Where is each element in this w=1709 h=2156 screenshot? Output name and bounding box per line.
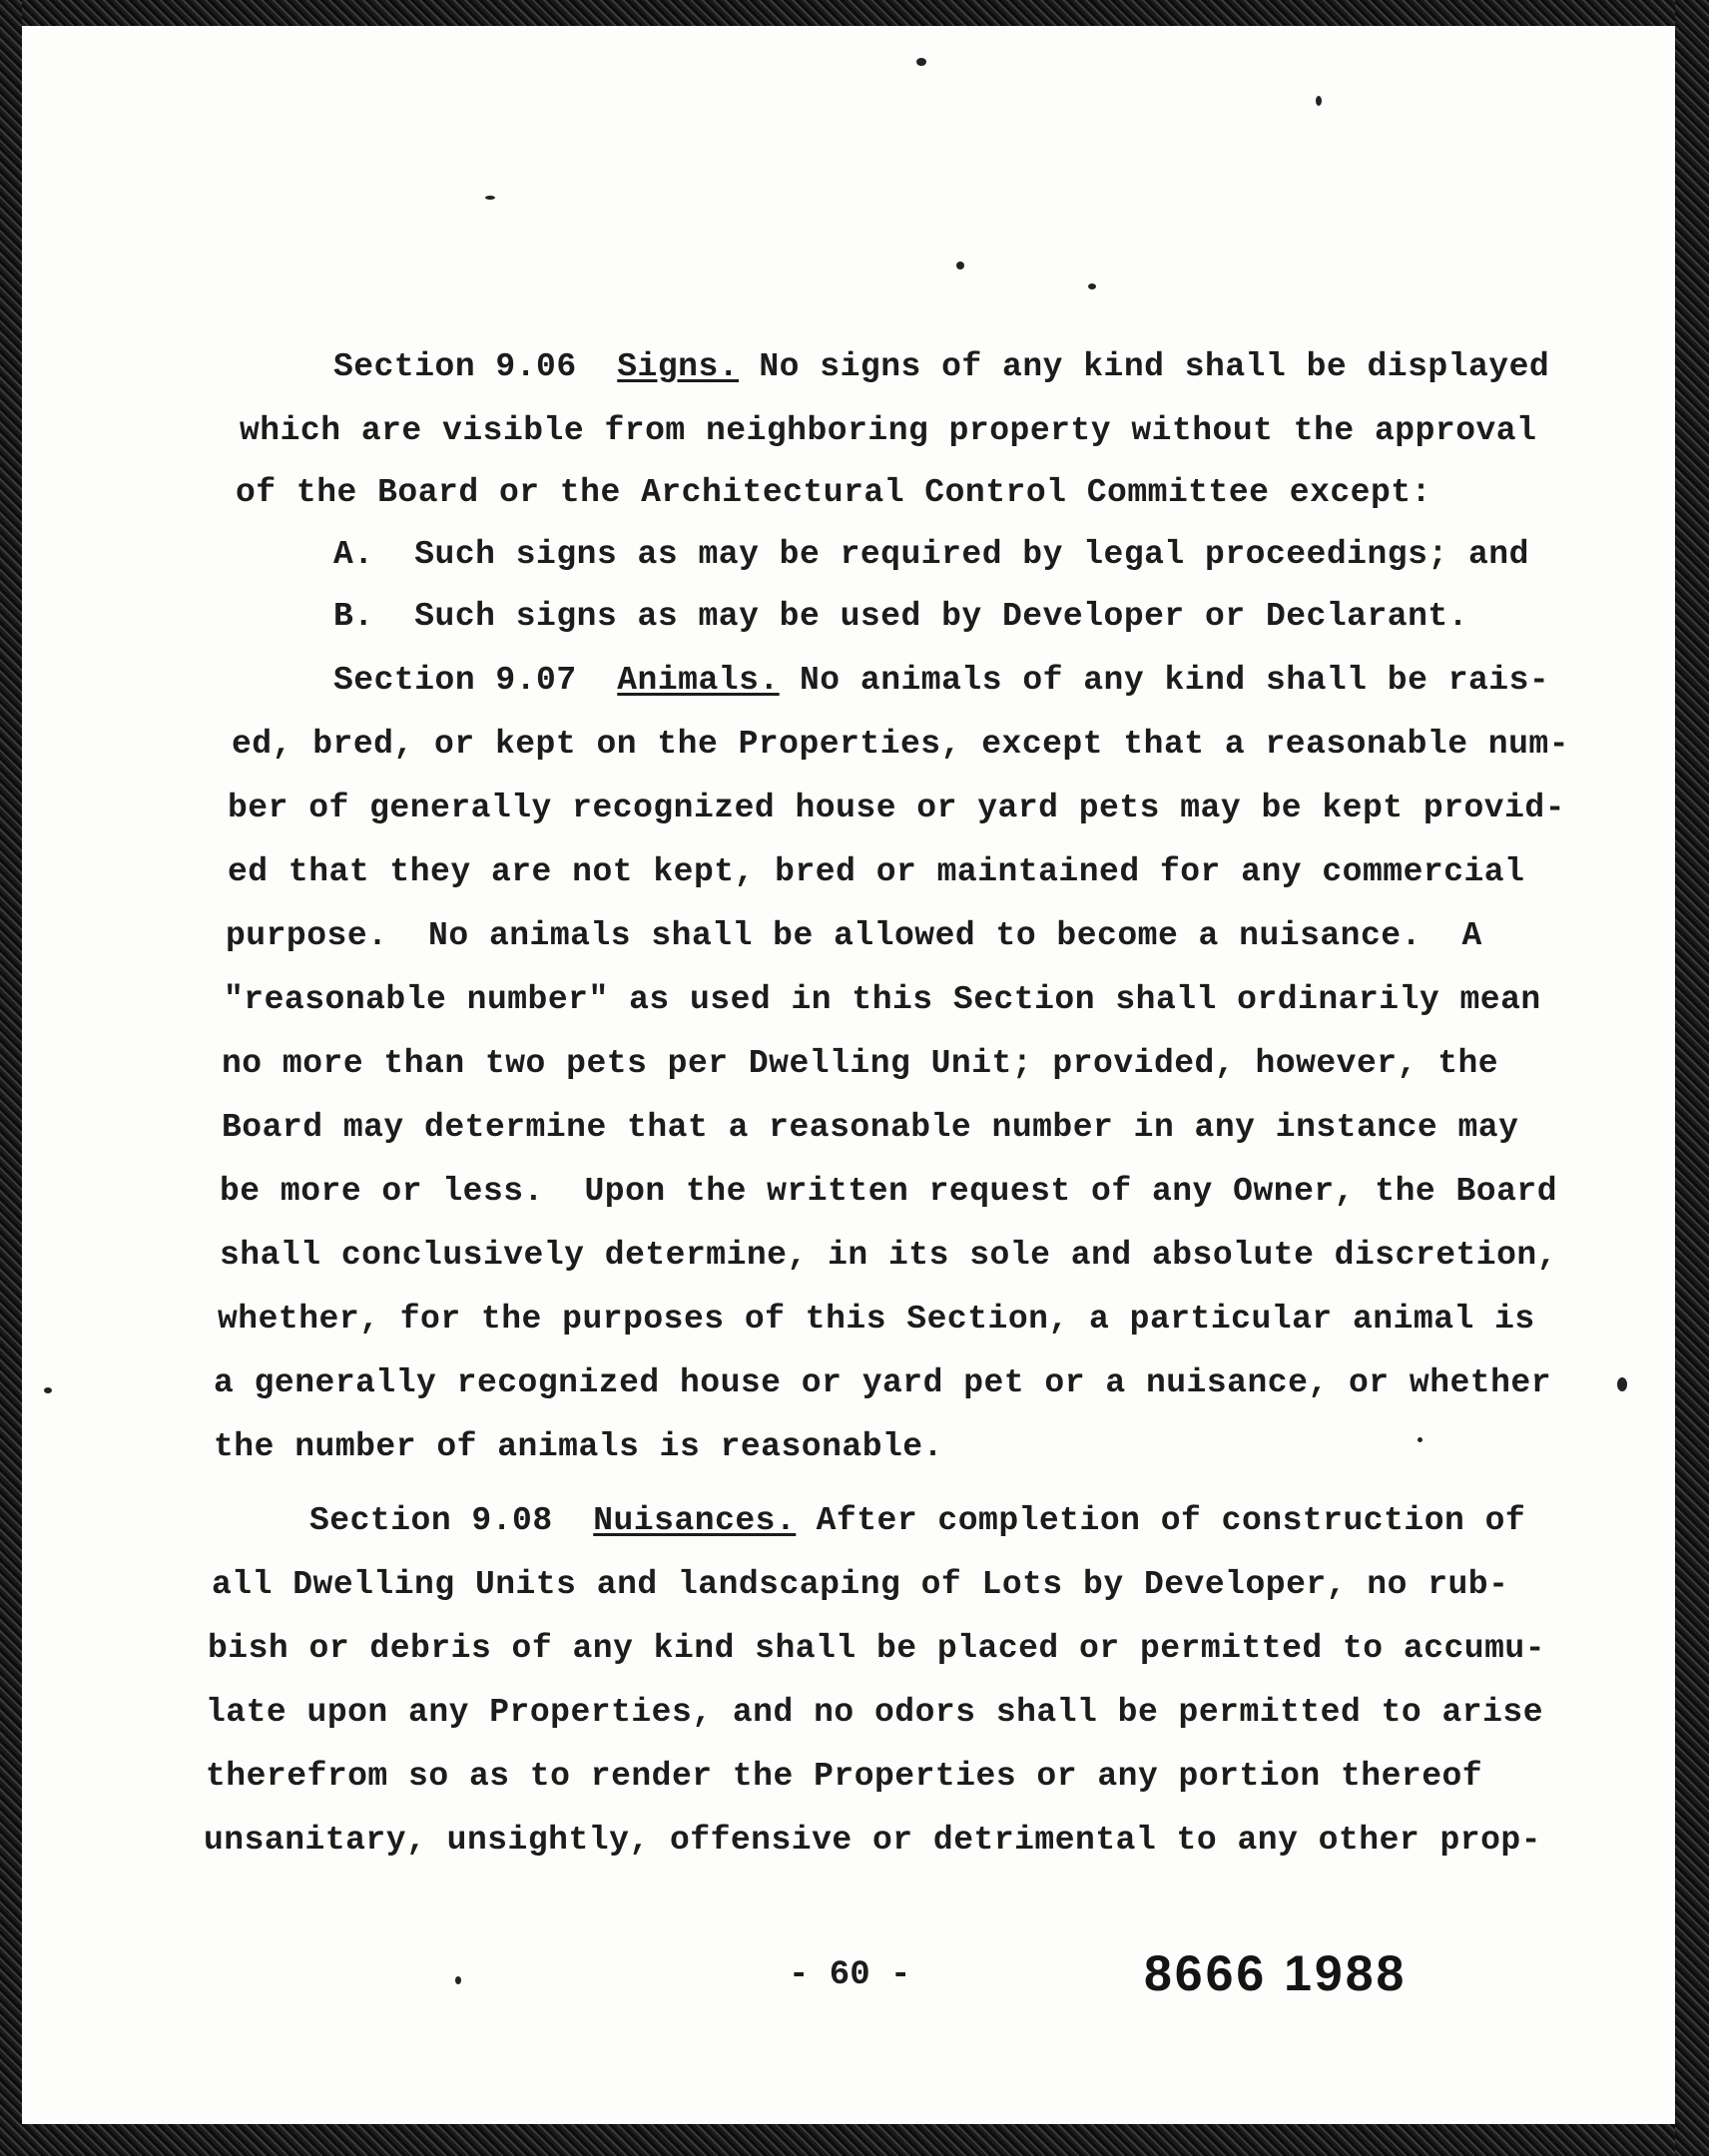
text-line: whether, for the purposes of this Section, a particular animal is xyxy=(218,1301,1535,1338)
scan-border-top xyxy=(0,0,1709,26)
text-line: ber of generally recognized house or yard pets may be kept provid- xyxy=(228,790,1566,826)
scan-border-right xyxy=(1675,0,1709,2156)
recording-stamp: 8666 1988 xyxy=(1144,1945,1408,2001)
section-heading: Section 9.07 xyxy=(333,662,577,699)
section-title: Signs. xyxy=(617,348,740,385)
text-line: which are visible from neighboring property without the approval xyxy=(240,412,1537,449)
text-line: bish or debris of any kind shall be placed or permitted to accumu- xyxy=(208,1630,1546,1667)
scan-speck xyxy=(455,1976,461,1984)
text-line: Board may determine that a reasonable number in any instance may xyxy=(222,1109,1519,1146)
text-line: purpose. No animals shall be allowed to become a nuisance. A xyxy=(226,917,1482,954)
section-9-08-line-1 xyxy=(309,1501,1525,1541)
text-line: all Dwelling Units and landscaping of Lots by Developer, no rub- xyxy=(212,1566,1509,1603)
section-title: Nuisances. xyxy=(593,1502,797,1539)
scan-speck xyxy=(1316,96,1322,106)
text-line: no more than two pets per Dwelling Unit; provided, however, the xyxy=(222,1045,1499,1082)
text-line: be more or less. Upon the written request of any Owner, the Board xyxy=(220,1173,1558,1210)
text-line: No signs of any kind shall be displayed xyxy=(739,348,1550,385)
text-line: ed, bred, or kept on the Properties, except that a reasonable num- xyxy=(232,726,1570,763)
text-line: a generally recognized house or yard pet or a nuisance, or whether xyxy=(214,1364,1552,1401)
text-line: No animals of any kind shall be rais- xyxy=(779,662,1550,699)
scan-speck xyxy=(1418,1437,1423,1442)
text-line: of the Board or the Architectural Control Committee except: xyxy=(236,474,1431,511)
text-line: shall conclusively determine, in its sole and absolute discretion, xyxy=(220,1237,1558,1274)
scan-speck xyxy=(485,196,495,200)
scan-speck xyxy=(1088,283,1096,289)
text-line: "reasonable number" as used in this Section shall ordinarily mean xyxy=(224,981,1541,1018)
text-line: unsanitary, unsightly, offensive or detrimental to any other prop- xyxy=(204,1822,1542,1859)
section-9-07-line-1 xyxy=(333,661,1549,701)
section-9-06-line-1 xyxy=(333,347,1549,387)
text-line: therefrom so as to render the Properties or any portion thereof xyxy=(206,1758,1483,1795)
section-heading: Section 9.06 xyxy=(333,348,577,385)
list-item: B. Such signs as may be used by Developer or Declarant. xyxy=(333,598,1468,635)
section-title: Animals. xyxy=(617,662,780,699)
scan-speck xyxy=(1617,1377,1627,1391)
text-line: late upon any Properties, and no odors shall be permitted to arise xyxy=(206,1694,1544,1731)
list-item: A. Such signs as may be required by legal proceedings; and xyxy=(333,536,1529,573)
scan-speck xyxy=(916,58,926,66)
scan-border-bottom xyxy=(0,2124,1709,2156)
page-number: - 60 - xyxy=(789,1956,911,1994)
scan-border-left xyxy=(0,0,22,2156)
text-line: ed that they are not kept, bred or maintained for any commercial xyxy=(228,853,1525,890)
text-line: After completion of construction of xyxy=(796,1502,1526,1539)
scan-speck xyxy=(44,1387,52,1393)
section-heading: Section 9.08 xyxy=(309,1502,553,1539)
text-line: the number of animals is reasonable. xyxy=(214,1428,943,1465)
scan-speck xyxy=(956,262,964,270)
